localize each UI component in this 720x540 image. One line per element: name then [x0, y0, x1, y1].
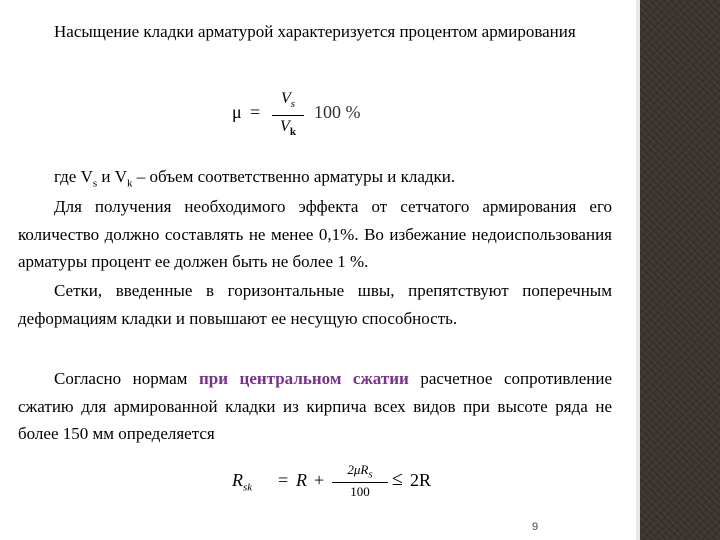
paragraph-reinforcement-amount: Для получения необходимого эффекта от сетчатого армирования его количество должно составлять не менее 0,1%. Во избежание недоиспользования арматуры процент ее должен быть не более 1 %.: [18, 197, 612, 271]
paragraph-norms: Согласно нормам при центральном сжатии расчетное сопротивление сжатию для армированной кладки из кирпича всех видов при высоте ряда не более 150 мм определяется: [18, 369, 612, 443]
highlight-central-compression: при центральном сжатии: [198, 369, 409, 388]
paragraph-where: где $V_s$ и $V_k$ – объем соответственно арматуры и кладки.: [54, 167, 456, 190]
plus-sign: +: [314, 470, 325, 490]
fraction-denominator: 100: [350, 483, 370, 499]
paragraph-mesh: Сетки, введенные в горизонтальные швы, препятствуют поперечным деформациям кладки и повышают ее несущую способность.: [18, 281, 612, 328]
page-number: 9: [532, 521, 539, 533]
fraction-numerator: $V_s$: [280, 90, 296, 111]
fraction: [272, 90, 304, 141]
formula-rsk: [232, 462, 432, 498]
equals-sign: =: [250, 102, 261, 122]
equals-sign: =: [278, 470, 289, 490]
mu-symbol: μ: [232, 102, 242, 122]
paragraph-intro: Насыщение кладки арматурой характеризуется процентом армирования: [54, 22, 576, 41]
formula-r: R: [296, 470, 307, 490]
decorative-sidebar: [640, 0, 720, 540]
formula-rhs: 2R: [410, 470, 432, 490]
fraction-denominator: $V_k$: [280, 118, 296, 139]
formula-mu: [232, 90, 372, 139]
fraction-numerator: $2\mu R_s$: [347, 462, 373, 481]
percent-factor: 100 %: [314, 102, 361, 122]
less-equal-sign: ≤: [392, 468, 403, 490]
formula-lhs: $R_{sk}$: [232, 470, 253, 494]
fraction: [332, 462, 388, 500]
